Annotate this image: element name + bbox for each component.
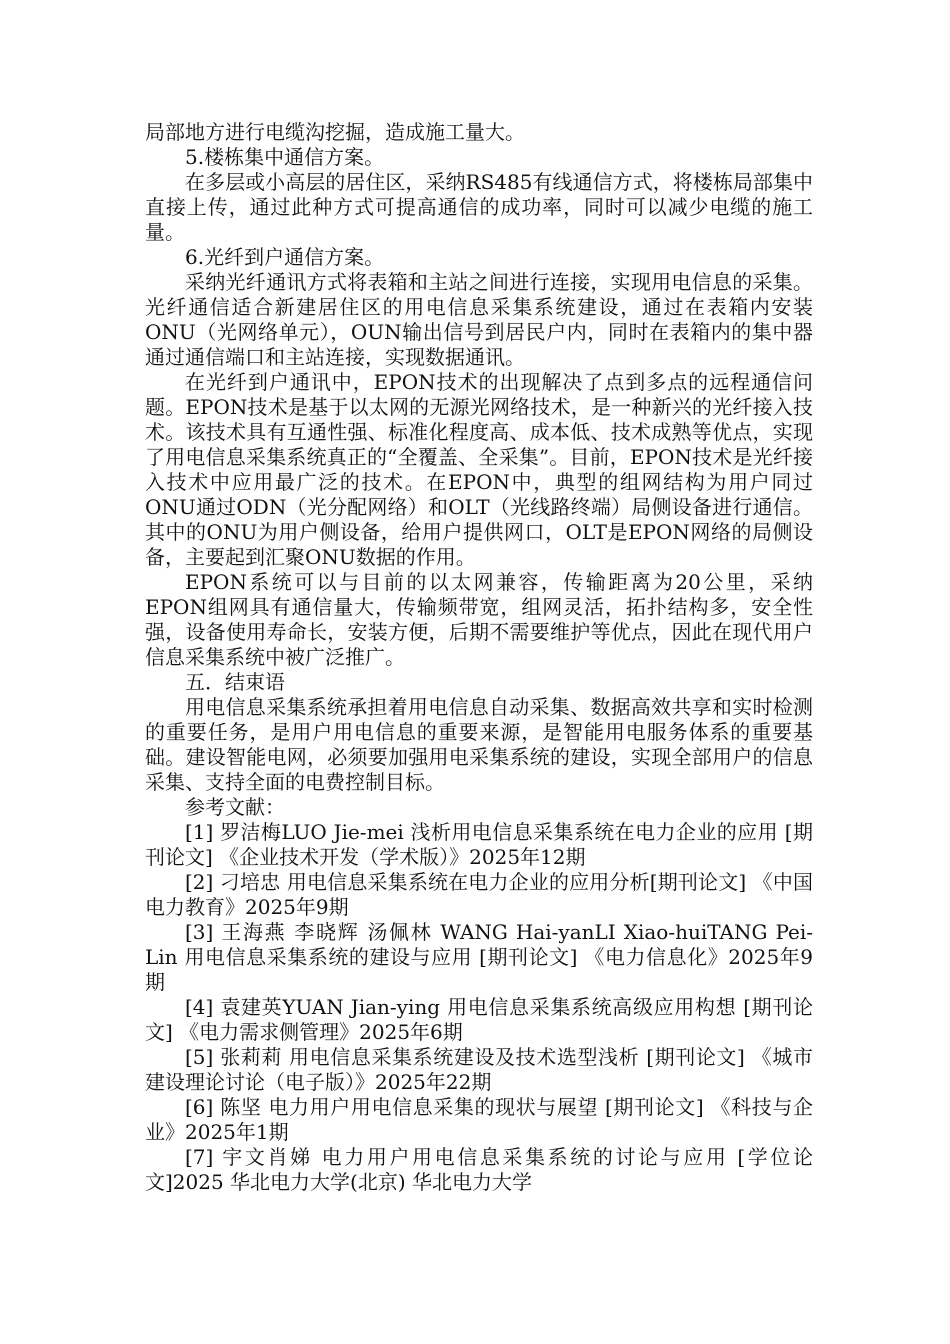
reference-item: [2] 刁培忠 用电信息采集系统在电力企业的应用分析[期刊论文] 《中国电力教育》2025年9期 bbox=[145, 870, 813, 919]
paragraph-epon-system: EPON系统可以与目前的以太网兼容，传输距离为20公里，采纳EPON组网具有通信量大，传输频带宽，组网灵活，拓扑结构多，安全性强，设备使用寿命长，安装方便，后期不需要维护等优点，因此在现代用户信息采集系统中被广泛推广。 bbox=[145, 570, 813, 669]
reference-item: [7] 宇文肖娣 电力用户用电信息采集系统的讨论与应用 [学位论文]2025 华北电力大学(北京) 华北电力大学 bbox=[145, 1145, 813, 1194]
reference-item: [5] 张莉莉 用电信息采集系统建设及技术选型浅析 [期刊论文] 《城市建设理论讨论（电子版）》2025年22期 bbox=[145, 1045, 813, 1094]
paragraph-conclusion: 用电信息采集系统承担着用电信息自动采集、数据高效共享和实时检测的重要任务，是用户用电信息的重要来源，是智能用电服务体系的重要基础。建设智能电网，必须要加强用电采集系统的建设，实现全部用户的信息采集、支持全面的电费控制目标。 bbox=[145, 695, 813, 794]
heading-building-centralized-scheme: 5.楼栋集中通信方案。 bbox=[185, 145, 385, 169]
heading-references: 参考文献： bbox=[185, 795, 285, 819]
reference-item: [1] 罗洁梅LUO Jie-mei 浅析用电信息采集系统在电力企业的应用 [期刊论文] 《企业技术开发（学术版）》2025年12期 bbox=[145, 820, 813, 869]
heading-conclusion: 五．结束语 bbox=[185, 670, 285, 694]
reference-item: [3] 王海燕 李晓辉 汤佩林 WANG Hai-yanLI Xiao-huiTANG Pei-Lin 用电信息采集系统的建设与应用 [期刊论文] 《电力信息化》2025年9期 bbox=[145, 920, 813, 994]
paragraph-fiber-communication: 采纳光纤通讯方式将表箱和主站之间进行连接，实现用电信息的采集。光纤通信适合新建居住区的用电信息采集系统建设，通过在表箱内安装ONU（光网络单元），OUN输出信号到居民户内，同时在表箱内的集中器通过通信端口和主站连接，实现数据通讯。 bbox=[145, 270, 813, 369]
heading-fiber-to-home-scheme: 6.光纤到户通信方案。 bbox=[185, 245, 385, 269]
paragraph-rs485-scheme: 在多层或小高层的居住区，采纳RS485有线通信方式，将楼栋局部集中直接上传，通过此种方式可提高通信的成功率，同时可以减少电缆的施工量。 bbox=[145, 170, 813, 244]
reference-item: [6] 陈坚 电力用户用电信息采集的现状与展望 [期刊论文] 《科技与企业》2025年1期 bbox=[145, 1095, 813, 1144]
paragraph-cable-trench-continuation: 局部地方进行电缆沟挖掘，造成施工量大。 bbox=[145, 120, 525, 144]
paragraph-epon-technology: 在光纤到户通讯中，EPON技术的出现解决了点到多点的远程通信问题。EPON技术是基于以太网的无源光网络技术，是一种新兴的光纤接入技术。该技术具有互通性强、标准化程度高、成本低、技术成熟等优点，实现了用电信息采集系统真正的“全覆盖、全采集”。目前，EPON技术是光纤接入技术中应用最广泛的技术。在EPON中，典型的组网结构为用户同过ONU通过ODN（光分配网络）和OLT（光线路终端）局侧设备进行通信。其中的ONU为用户侧设备，给用户提供网口，OLT是EPON网络的局侧设备，主要起到汇聚ONU数据的作用。 bbox=[145, 370, 813, 569]
reference-item: [4] 袁建英YUAN Jian-ying 用电信息采集系统高级应用构想 [期刊论文] 《电力需求侧管理》2025年6期 bbox=[145, 995, 813, 1044]
document-body bbox=[145, 120, 813, 1195]
